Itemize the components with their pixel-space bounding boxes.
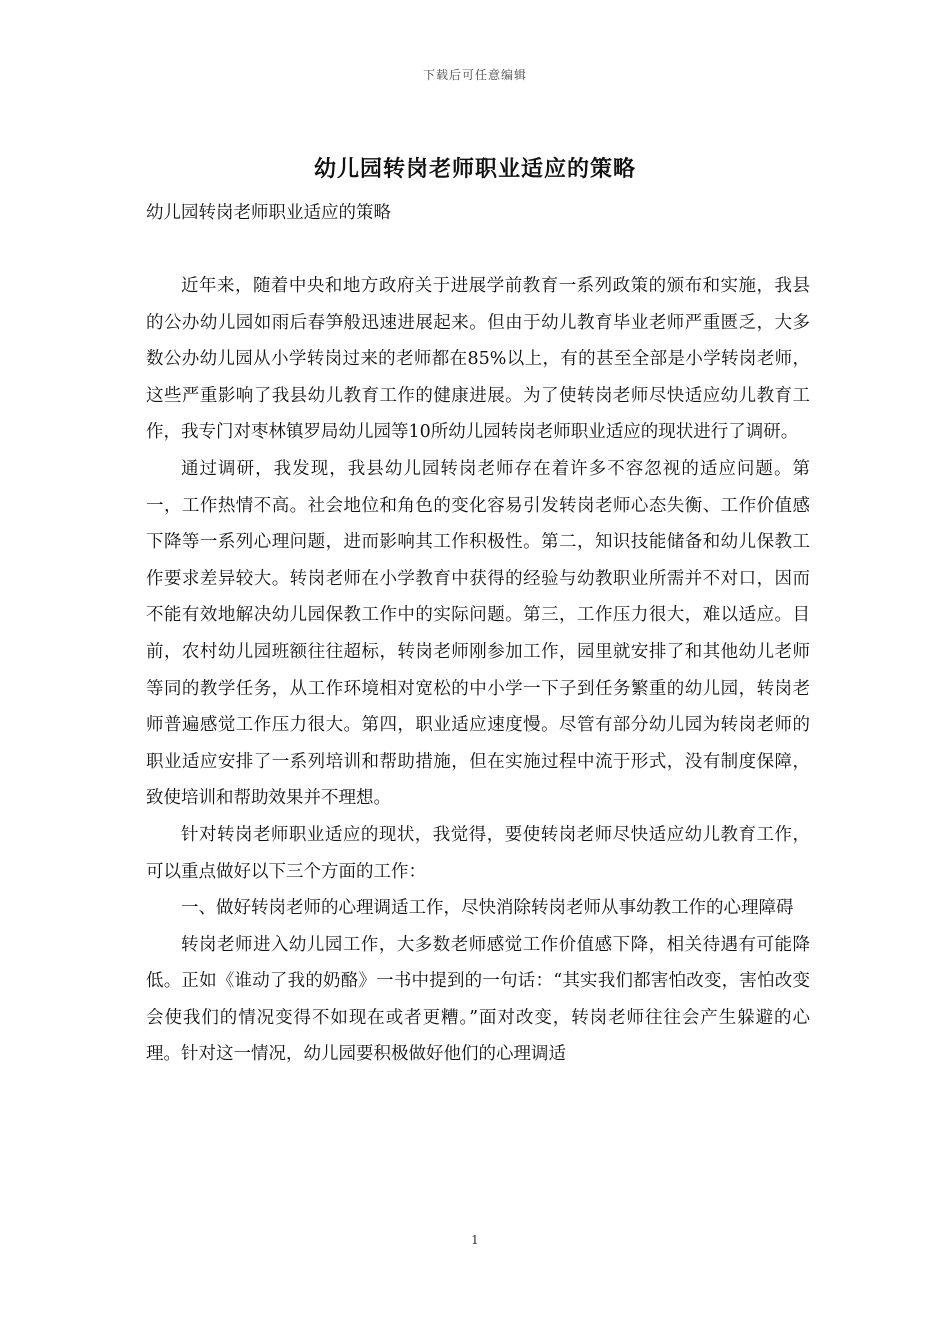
paragraph-problems: 通过调研，我发现，我县幼儿园转岗老师存在着许多不容忽视的适应问题。第一，工作热情不高。社会地位和角色的变化容易引发转岗老师心态失衡、工作价值感下降等一系列心理问题，进而影响其工作积极性。第二，知识技能储备和幼儿保教工作要求差异较大。转岗老师在小学教育中获得的经验与幼教职业所需并不对口，因而不能有效地解决幼儿园保教工作中的实际问题。第三，工作压力很大，难以适应。目前，农村幼儿园班额往往超标，转岗老师刚参加工作，园里就安排了和其他幼儿老师等同的教学任务，从工作环境相对宽松的中小学一下子到任务繁重的幼儿园，转岗老师普遍感觉工作压力很大。第四，职业适应速度慢。尽管有部分幼儿园为转岗老师的职业适应安排了一系列培训和帮助措施，但在实施过程中流于形式，没有制度保障，致使培训和帮助效果并不理想。	[146, 458, 810, 809]
page-number: 1	[471, 1233, 479, 1247]
section-heading-1: 一、做好转岗老师的心理调适工作，尽快消除转岗老师从事幼教工作的心理障碍	[181, 898, 794, 919]
document-title: 幼儿园转岗老师职业适应的策略	[313, 156, 636, 182]
document-subtitle: 幼儿园转岗老师职业适应的策略	[146, 203, 391, 223]
document-body	[146, 268, 810, 1073]
header-note: 下载后可任意编辑	[422, 68, 527, 82]
paragraph-psychology: 转岗老师进入幼儿园工作，大多数老师感觉工作价值感下降，相关待遇有可能降低。正如《谁动了我的奶酪》一书中提到的一句话：“其实我们都害怕改变，害怕改变会使我们的情况变得不如现在或者更糟。”面对改变，转岗老师往往会产生躲避的心理。针对这一情况，幼儿园要积极做好他们的心理调适	[146, 934, 810, 1065]
paragraph-intro: 近年来，随着中央和地方政府关于进展学前教育一系列政策的颁布和实施，我县的公办幼儿园如雨后春笋般迅速进展起来。但由于幼儿教育毕业老师严重匮乏，大多数公办幼儿园从小学转岗过来的老师都在85%以上，有的甚至全部是小学转岗老师，这些严重影响了我县幼儿教育工作的健康进展。为了使转岗老师尽快适应幼儿教育工作，我专门对枣林镇罗局幼儿园等10所幼儿园转岗老师职业适应的现状进行了调研。	[146, 276, 810, 443]
paragraph-strategy-intro: 针对转岗老师职业适应的现状，我觉得，要使转岗老师尽快适应幼儿教育工作，可以重点做好以下三个方面的工作：	[146, 824, 810, 882]
